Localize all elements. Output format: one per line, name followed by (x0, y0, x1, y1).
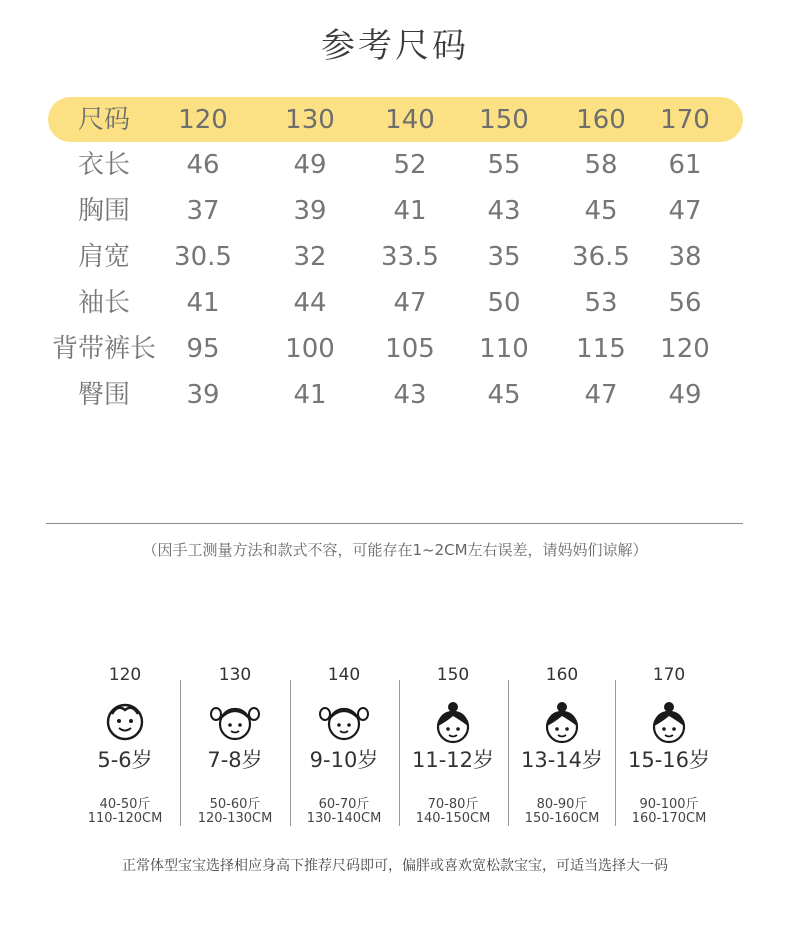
size-value: 58 (584, 150, 618, 180)
size-value: 43 (393, 380, 427, 410)
size-value: 52 (393, 150, 427, 180)
size-value: 41 (393, 196, 427, 226)
height-range: 120-130CM (197, 811, 273, 826)
girl-pigtails-face-icon (210, 700, 260, 744)
size-value: 61 (668, 150, 702, 180)
size-value: 43 (487, 196, 521, 226)
size-value: 56 (668, 288, 702, 318)
row-label: 衣长 (77, 150, 130, 180)
size-table-header (48, 97, 743, 142)
size-value: 38 (668, 242, 702, 272)
height-range: 130-140CM (306, 811, 382, 826)
age-guide-item (614, 660, 724, 830)
size-table-row (48, 234, 743, 280)
size-table (48, 97, 743, 418)
row-label: 背带裤长 (51, 334, 156, 364)
age-range-label: 9-10岁 (309, 748, 379, 772)
height-range: 110-120CM (87, 811, 163, 826)
row-label: 肩宽 (77, 242, 130, 272)
weight-range: 60-70斤 (318, 797, 370, 812)
footer-note: 正常体型宝宝选择相应身高下推荐尺码即可，偏胖或喜欢宽松款宝宝，可适当选择大一码 (122, 858, 668, 874)
size-value: 50 (487, 288, 521, 318)
size-value: 37 (186, 196, 220, 226)
girl-pigtails-face-icon (319, 700, 369, 744)
baby-face-icon (100, 700, 150, 744)
age-guide-item (507, 660, 617, 830)
size-value: 47 (393, 288, 427, 318)
size-table-row (48, 326, 743, 372)
size-value: 47 (584, 380, 618, 410)
size-table-row (48, 372, 743, 418)
age-guide-item (180, 660, 290, 830)
age-range-label: 11-12岁 (411, 748, 495, 772)
size-value: 46 (186, 150, 220, 180)
size-value: 120 (178, 105, 228, 135)
size-value: 55 (487, 150, 521, 180)
size-value: 45 (584, 196, 618, 226)
age-range-label: 15-16岁 (627, 748, 711, 772)
size-value: 41 (186, 288, 220, 318)
size-value: 32 (293, 242, 327, 272)
size-value: 41 (293, 380, 327, 410)
size-value: 100 (285, 334, 335, 364)
row-label: 袖长 (77, 288, 130, 318)
row-label: 臀围 (77, 380, 130, 410)
size-value: 140 (385, 105, 435, 135)
size-value: 33.5 (381, 242, 439, 272)
size-value: 30.5 (174, 242, 232, 272)
height-range: 140-150CM (415, 811, 491, 826)
weight-range: 90-100斤 (639, 797, 699, 812)
measurement-note: （因手工测量方法和款式不容，可能存在1~2CM左右误差，请妈妈们谅解） (142, 541, 648, 559)
age-guide-item (289, 660, 399, 830)
size-value: 35 (487, 242, 521, 272)
age-size-label: 120 (108, 665, 142, 685)
height-range: 160-170CM (631, 811, 707, 826)
size-value: 39 (293, 196, 327, 226)
size-value: 47 (668, 196, 702, 226)
bun-hair-face-icon (537, 700, 587, 744)
age-divider (290, 680, 291, 826)
page-title: 参考尺码 (321, 26, 469, 66)
weight-range: 50-60斤 (209, 797, 261, 812)
size-value: 53 (584, 288, 618, 318)
age-size-label: 150 (436, 665, 470, 685)
height-range: 150-160CM (524, 811, 600, 826)
size-value: 49 (293, 150, 327, 180)
age-guide (70, 660, 722, 830)
size-table-row (48, 142, 743, 188)
age-divider (399, 680, 400, 826)
size-value: 49 (668, 380, 702, 410)
size-value: 150 (479, 105, 529, 135)
age-divider (615, 680, 616, 826)
age-size-label: 170 (652, 665, 686, 685)
size-value: 115 (576, 334, 626, 364)
age-range-label: 5-6岁 (97, 748, 153, 772)
size-table-row (48, 280, 743, 326)
age-divider (180, 680, 181, 826)
size-value: 39 (186, 380, 220, 410)
age-guide-item (70, 660, 180, 830)
size-value: 170 (660, 105, 710, 135)
age-divider (508, 680, 509, 826)
weight-range: 40-50斤 (99, 797, 151, 812)
age-size-label: 160 (545, 665, 579, 685)
divider (46, 523, 743, 524)
size-value: 110 (479, 334, 529, 364)
size-value: 130 (285, 105, 335, 135)
row-label: 尺码 (77, 105, 130, 135)
bun-hair-face-icon (428, 700, 478, 744)
size-value: 45 (487, 380, 521, 410)
size-value: 95 (186, 334, 220, 364)
size-value: 36.5 (572, 242, 630, 272)
age-range-label: 7-8岁 (207, 748, 263, 772)
weight-range: 70-80斤 (427, 797, 479, 812)
age-size-label: 130 (218, 665, 252, 685)
age-range-label: 13-14岁 (520, 748, 604, 772)
size-value: 105 (385, 334, 435, 364)
row-label: 胸围 (77, 196, 130, 226)
size-value: 160 (576, 105, 626, 135)
bun-hair-face-icon (644, 700, 694, 744)
age-guide-item (398, 660, 508, 830)
age-size-label: 140 (327, 665, 361, 685)
size-value: 44 (293, 288, 327, 318)
size-table-row (48, 188, 743, 234)
weight-range: 80-90斤 (536, 797, 588, 812)
size-value: 120 (660, 334, 710, 364)
